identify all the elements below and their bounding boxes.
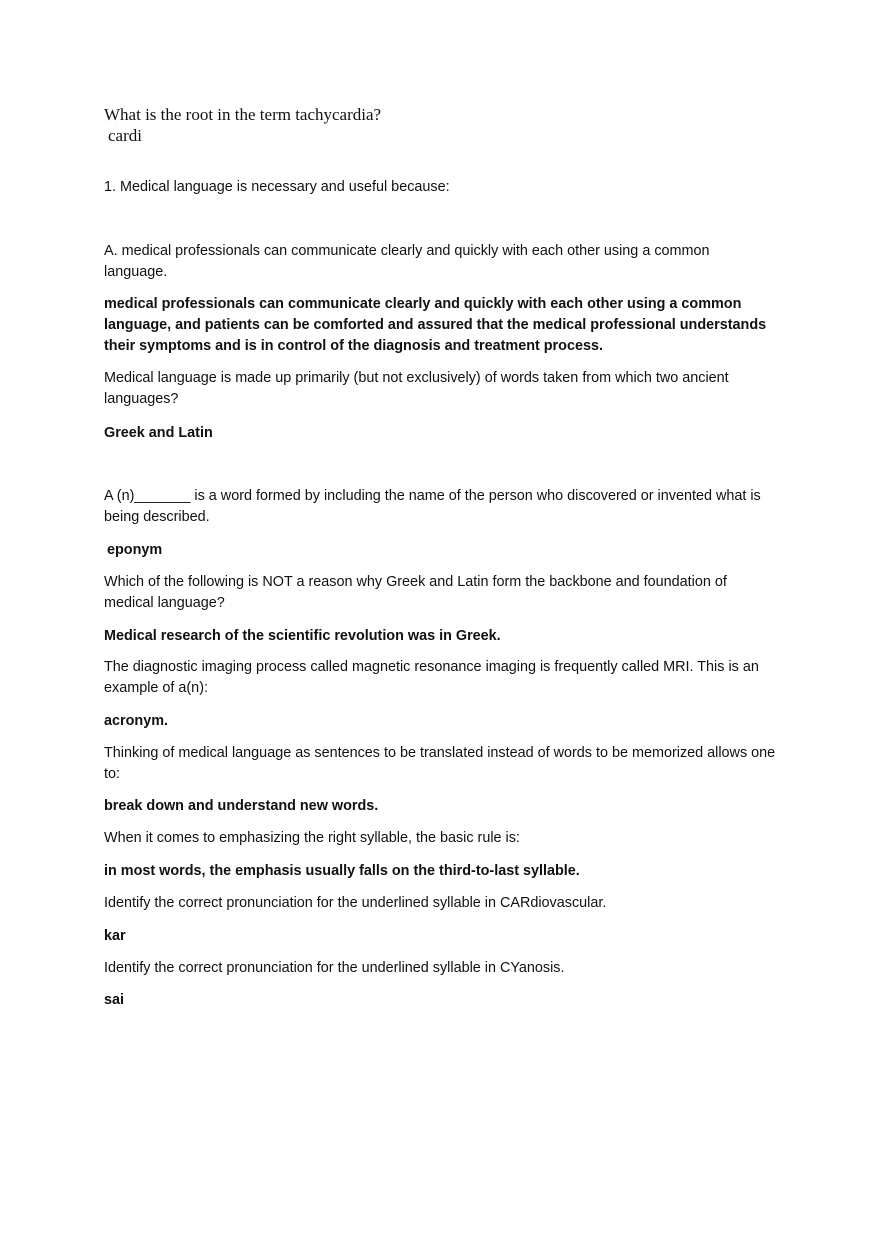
question-6: Thinking of medical language as sentences to be translated instead of words to be memorized allows one to:	[104, 745, 776, 782]
answer-6: break down and understand new words.	[104, 798, 379, 814]
answer-2: Greek and Latin	[104, 425, 213, 441]
question-5: The diagnostic imaging process called magnetic resonance imaging is frequently called MRI. This is an example of a(n):	[104, 659, 759, 696]
option-a: A. medical professionals can communicate clearly and quickly with each other using a common language.	[104, 243, 710, 280]
answer-9: sai	[104, 992, 125, 1008]
answer-1: medical professionals can communicate clearly and quickly with each other using a common language, and patients can be comforted and assured that the medical professional understands their symptoms and is in control of the diagnosis and treatment process.	[104, 296, 767, 354]
intro-answer: cardi	[108, 126, 142, 145]
question-4: Which of the following is NOT a reason why Greek and Latin form the backbone and foundation of medical language?	[104, 574, 727, 611]
question-8: Identify the correct pronunciation for the underlined syllable in CARdiovascular.	[104, 895, 607, 911]
question-1: 1. Medical language is necessary and useful because:	[104, 179, 450, 195]
question-7: When it comes to emphasizing the right syllable, the basic rule is:	[104, 830, 520, 846]
question-3: A (n)_______ is a word formed by including the name of the person who discovered or invented what is being described.	[104, 488, 761, 525]
question-2: Medical language is made up primarily (but not exclusively) of words taken from which two ancient languages?	[104, 370, 729, 407]
answer-8: kar	[104, 928, 126, 944]
answer-5: acronym.	[104, 713, 168, 729]
intro-question: What is the root in the term tachycardia?	[104, 105, 382, 124]
answer-4: Medical research of the scientific revolution was in Greek.	[104, 628, 501, 644]
question-9: Identify the correct pronunciation for the underlined syllable in CYanosis.	[104, 960, 565, 976]
answer-7: in most words, the emphasis usually falls on the third-to-last syllable.	[104, 863, 580, 879]
answer-3: eponym	[107, 542, 163, 558]
